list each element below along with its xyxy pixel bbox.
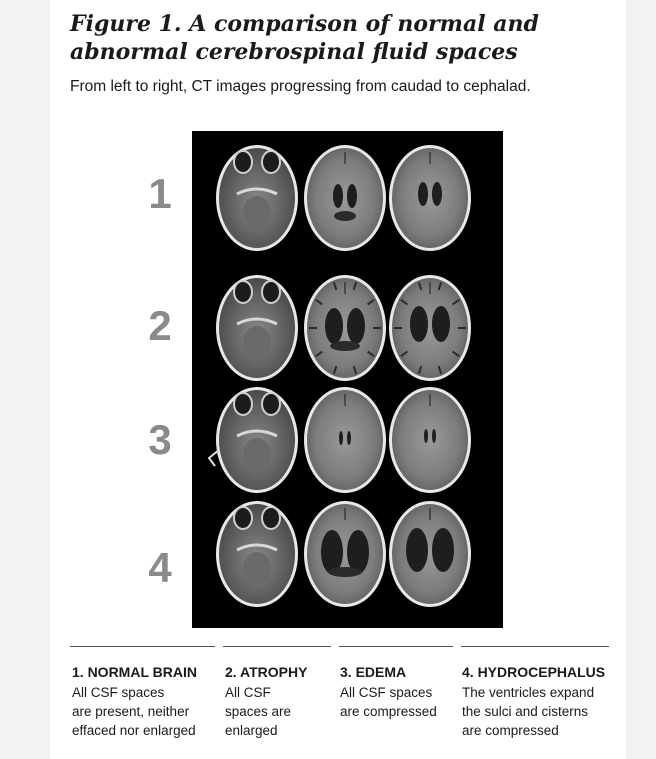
figure-title-line-2: abnormal cerebrospinal fluid spaces xyxy=(70,39,518,65)
legend-text: All CSF spaces xyxy=(72,685,165,700)
legend-heading: 3. EDEMA xyxy=(340,664,407,680)
legend-edema xyxy=(340,664,437,721)
ct-slice-r4-c3 xyxy=(389,501,471,607)
legend xyxy=(72,664,632,754)
ct-scan-grid xyxy=(192,131,503,628)
legend-normal-brain xyxy=(72,664,197,740)
ct-slice-r4-c1 xyxy=(216,501,298,607)
row-number-1: 1 xyxy=(148,170,172,217)
legend-heading: 1. NORMAL BRAIN xyxy=(72,664,197,680)
legend-heading: 4. HYDROCEPHALUS xyxy=(462,664,606,680)
ct-slice-r1-c2 xyxy=(304,145,386,251)
legend-text: All CSF xyxy=(225,685,271,700)
legend-heading: 2. ATROPHY xyxy=(225,664,308,680)
legend-text: spaces are xyxy=(225,704,292,719)
ct-slice-r1-c1 xyxy=(216,145,298,251)
legend-text: effaced nor enlarged xyxy=(72,723,196,738)
legend-text: The ventricles expand xyxy=(462,685,595,700)
legend-text: All CSF spaces xyxy=(340,685,433,700)
ct-slice-r2-c3 xyxy=(389,275,471,381)
legend-rule-4 xyxy=(461,646,609,647)
legend-rule-3 xyxy=(339,646,453,647)
row-number-2: 2 xyxy=(148,302,172,349)
legend-text: are compressed xyxy=(340,704,437,719)
legend-rule-2 xyxy=(223,646,331,647)
ct-slice-r3-c2 xyxy=(304,387,386,493)
figure-subtitle: From left to right, CT images progressing from caudad to cephalad. xyxy=(70,78,531,95)
legend-text: are compressed xyxy=(462,723,559,738)
ct-slice-r2-c1 xyxy=(216,275,298,381)
row-number-3: 3 xyxy=(148,416,172,463)
figure-page xyxy=(50,0,626,759)
legend-text: are present, neither xyxy=(72,704,190,719)
legend-hydrocephalus xyxy=(462,664,605,740)
ct-slice-r3-c1 xyxy=(209,387,298,493)
ct-slice-r4-c2 xyxy=(304,501,386,607)
figure-title xyxy=(70,10,610,66)
legend-atrophy xyxy=(225,664,307,740)
ct-slice-r3-c3 xyxy=(389,387,471,493)
ct-scan-panel xyxy=(192,131,503,628)
ct-slice-r2-c2 xyxy=(304,275,386,381)
legend-text: enlarged xyxy=(225,723,278,738)
legend-rule-1 xyxy=(70,646,215,647)
ct-slice-r1-c3 xyxy=(389,145,471,251)
row-number-4: 4 xyxy=(148,544,172,591)
figure-title-line-1: Figure 1. A comparison of normal and xyxy=(70,11,539,37)
legend-text: the sulci and cisterns xyxy=(462,704,589,719)
